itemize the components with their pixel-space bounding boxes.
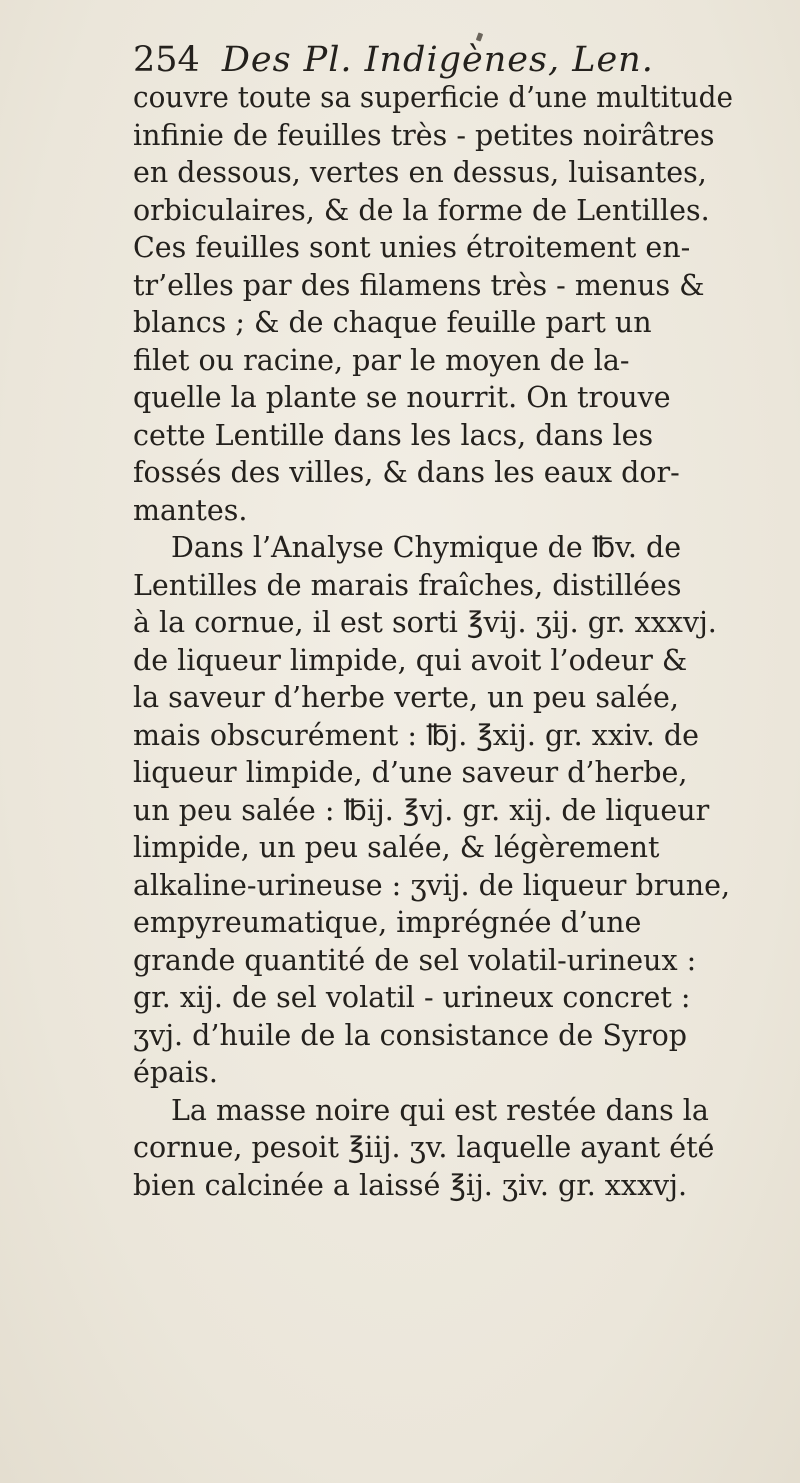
text-line: en dessous, vertes en dessus, luisantes, — [133, 156, 707, 189]
text-line: Ces feuilles sont unies étroitement en- — [133, 231, 691, 264]
text-line: bien calcinée a laissé ℥ij. ʒiv. gr. xxxvj. — [133, 1168, 688, 1202]
text-line: la saveur d’herbe verte, un peu salée, — [133, 681, 679, 714]
text-line: un peu salée : ℔ij. ℥vj. gr. xij. de liqueur — [133, 793, 710, 827]
text-line: Lentilles de marais fraîches, distillées — [133, 568, 682, 602]
text-line: blancs ; & de chaque feuille part un — [133, 306, 652, 339]
text-line: mais obscurément : ℔j. ℥xij. gr. xxiv. de — [133, 718, 700, 752]
text-line: limpide, un peu salée, & légèrement — [133, 831, 660, 864]
text-line: épais. — [133, 1056, 218, 1089]
running-title: Des Pl. Indigènes, Len. — [221, 40, 654, 80]
text-line: liqueur limpide, d’une saveur d’herbe, — [133, 756, 688, 789]
text-line: fossés des villes, & dans les eaux dor- — [133, 456, 680, 489]
page-number: 254 — [133, 40, 200, 80]
text-line: grande quantité de sel volatil-urineux : — [133, 943, 697, 977]
text-line: La masse noire qui est restée dans la — [171, 1093, 709, 1127]
text-line: couvre toute sa superficie d’une multitude — [133, 81, 733, 114]
text-line: de liqueur limpide, qui avoit l’odeur & — [133, 643, 688, 677]
text-line: alkaline-urineuse : ʒvij. de liqueur brune, — [133, 868, 730, 902]
text-line: cornue, pesoit ℥iij. ʒv. laquelle ayant été — [133, 1131, 715, 1164]
text-line: cette Lentille dans les lacs, dans les — [133, 418, 654, 452]
text-line: filet ou racine, par le moyen de la- — [133, 343, 630, 377]
text-line: quelle la plante se nourrit. On trouve — [133, 381, 671, 414]
text-line: à la cornue, il est sorti ℥vij. ʒij. gr. xxxvj. — [133, 606, 717, 639]
text-line: tr’elles par des filamens très - menus & — [133, 268, 705, 302]
text-line: empyreumatique, imprégnée d’une — [133, 906, 642, 939]
text-line: Dans l’Analyse Chymique de ℔v. de — [171, 531, 682, 564]
text-line: orbiculaires, & de la forme de Lentilles. — [133, 193, 710, 227]
text-line: mantes. — [133, 493, 248, 527]
text-line: infinie de feuilles très - petites noirâtres — [133, 118, 715, 152]
text-line: ʒvj. d’huile de la consistance de Syrop — [133, 1018, 687, 1052]
body-text — [133, 79, 733, 1204]
text-line: gr. xij. de sel volatil - urineux concret : — [133, 981, 691, 1014]
